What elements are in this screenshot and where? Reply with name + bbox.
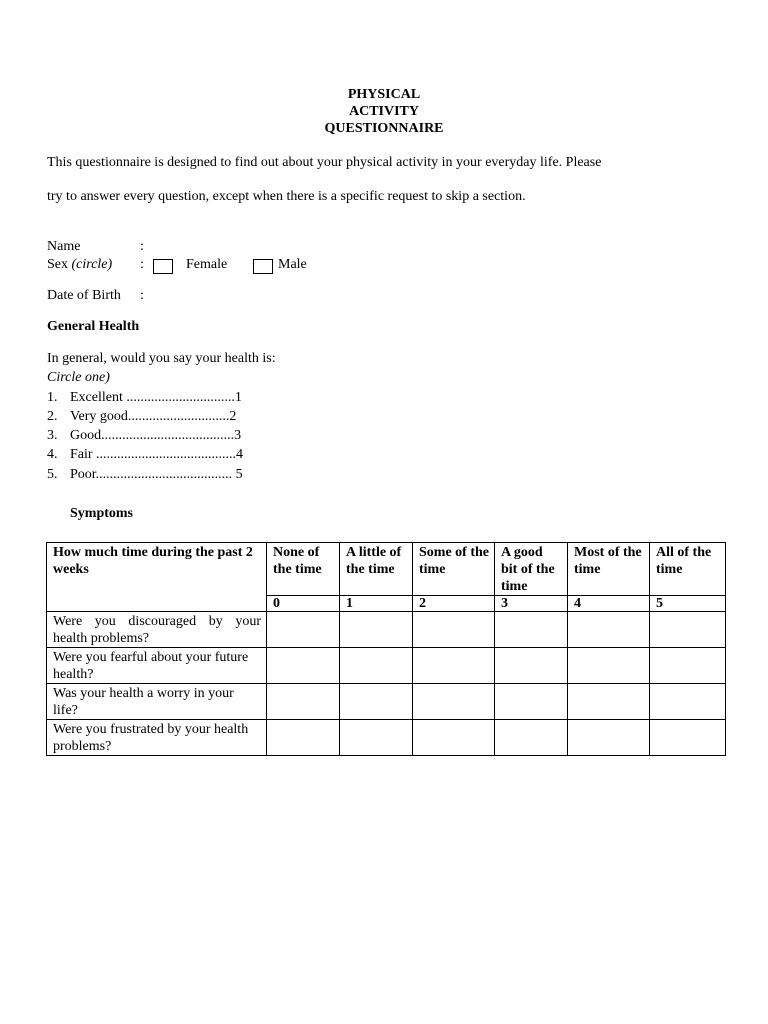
health-option[interactable] <box>47 427 241 444</box>
score-value: 1 <box>340 596 413 612</box>
answer-cell[interactable] <box>340 684 413 720</box>
answer-cell[interactable] <box>650 720 726 756</box>
table-row <box>47 612 726 648</box>
question-cell: Were you discouraged by your health problems? <box>47 612 267 648</box>
general-health-instruction: Circle one) <box>47 370 110 385</box>
answer-cell[interactable] <box>568 612 650 648</box>
answer-cell[interactable] <box>568 684 650 720</box>
health-option-text: Good......................................3 <box>70 428 242 443</box>
male-checkbox[interactable] <box>253 259 273 274</box>
health-option-number: 1. <box>47 390 58 405</box>
title-line-3: QUESTIONNAIRE <box>324 121 444 136</box>
question-cell: Were you fearful about your future health? <box>47 648 267 684</box>
answer-cell[interactable] <box>267 648 340 684</box>
column-header: None of the time <box>267 543 340 596</box>
dob-colon: : <box>140 288 144 303</box>
column-header: Most of the time <box>568 543 650 596</box>
answer-cell[interactable] <box>495 720 568 756</box>
intro-line-1: This questionnaire is designed to find out about your physical activity in your everyday life. Please <box>47 155 602 170</box>
score-value: 5 <box>650 596 726 612</box>
health-option-text: Very good.............................2 <box>70 409 237 424</box>
health-option-text: Fair ........................................4 <box>70 447 244 462</box>
answer-cell[interactable] <box>340 720 413 756</box>
health-option-text: Excellent ...............................1 <box>70 390 242 405</box>
question-cell: Were you frustrated by your health problems? <box>47 720 267 756</box>
name-label: Name <box>47 239 81 254</box>
answer-cell[interactable] <box>267 612 340 648</box>
answer-cell[interactable] <box>267 684 340 720</box>
column-header: A little of the time <box>340 543 413 596</box>
health-option-number: 3. <box>47 428 58 443</box>
health-option[interactable] <box>47 446 243 463</box>
title-line-2: ACTIVITY <box>348 104 419 119</box>
answer-cell[interactable] <box>568 720 650 756</box>
female-label: Female <box>186 257 228 272</box>
column-header: Some of the time <box>413 543 495 596</box>
answer-cell[interactable] <box>495 612 568 648</box>
answer-cell[interactable] <box>495 648 568 684</box>
sex-hint: (circle) <box>71 257 113 272</box>
answer-cell[interactable] <box>650 648 726 684</box>
answer-cell[interactable] <box>340 648 413 684</box>
title-line-1: PHYSICAL <box>347 87 421 102</box>
answer-cell[interactable] <box>413 648 495 684</box>
answer-cell[interactable] <box>568 648 650 684</box>
answer-cell[interactable] <box>413 612 495 648</box>
table-row <box>47 648 726 684</box>
symptoms-heading: Symptoms <box>70 506 134 521</box>
answer-cell[interactable] <box>650 684 726 720</box>
table-row <box>47 720 726 756</box>
female-checkbox[interactable] <box>153 259 173 274</box>
column-header: All of the time <box>650 543 726 596</box>
general-health-question: In general, would you say your health is: <box>47 351 276 366</box>
general-health-heading: General Health <box>47 319 140 334</box>
answer-cell[interactable] <box>267 720 340 756</box>
answer-cell[interactable] <box>413 720 495 756</box>
health-option-number: 5. <box>47 467 58 482</box>
sex-colon: : <box>140 257 144 272</box>
answer-cell[interactable] <box>413 684 495 720</box>
sex-label-text: Sex <box>47 257 68 272</box>
health-option-number: 4. <box>47 447 58 462</box>
health-option-number: 2. <box>47 409 58 424</box>
score-value: 2 <box>413 596 495 612</box>
dob-label: Date of Birth <box>47 288 121 303</box>
answer-cell[interactable] <box>495 684 568 720</box>
question-column-header: How much time during the past 2 weeks <box>47 543 267 612</box>
answer-cell[interactable] <box>650 612 726 648</box>
score-value: 3 <box>495 596 568 612</box>
health-option[interactable] <box>47 408 236 425</box>
document-title <box>0 86 768 137</box>
name-colon: : <box>140 239 144 254</box>
sex-label <box>47 256 112 273</box>
male-label: Male <box>278 257 307 272</box>
symptoms-table <box>46 542 726 756</box>
intro-line-2: try to answer every question, except when there is a specific request to skip a section. <box>47 189 526 204</box>
table-row <box>47 684 726 720</box>
score-value: 4 <box>568 596 650 612</box>
health-option[interactable] <box>47 466 243 483</box>
health-option-text: Poor....................................... 5 <box>70 467 243 482</box>
question-cell: Was your health a worry in your life? <box>47 684 267 720</box>
table-header-row <box>47 543 726 596</box>
column-header: A good bit of the time <box>495 543 568 596</box>
score-value: 0 <box>267 596 340 612</box>
health-option[interactable] <box>47 389 242 406</box>
answer-cell[interactable] <box>340 612 413 648</box>
